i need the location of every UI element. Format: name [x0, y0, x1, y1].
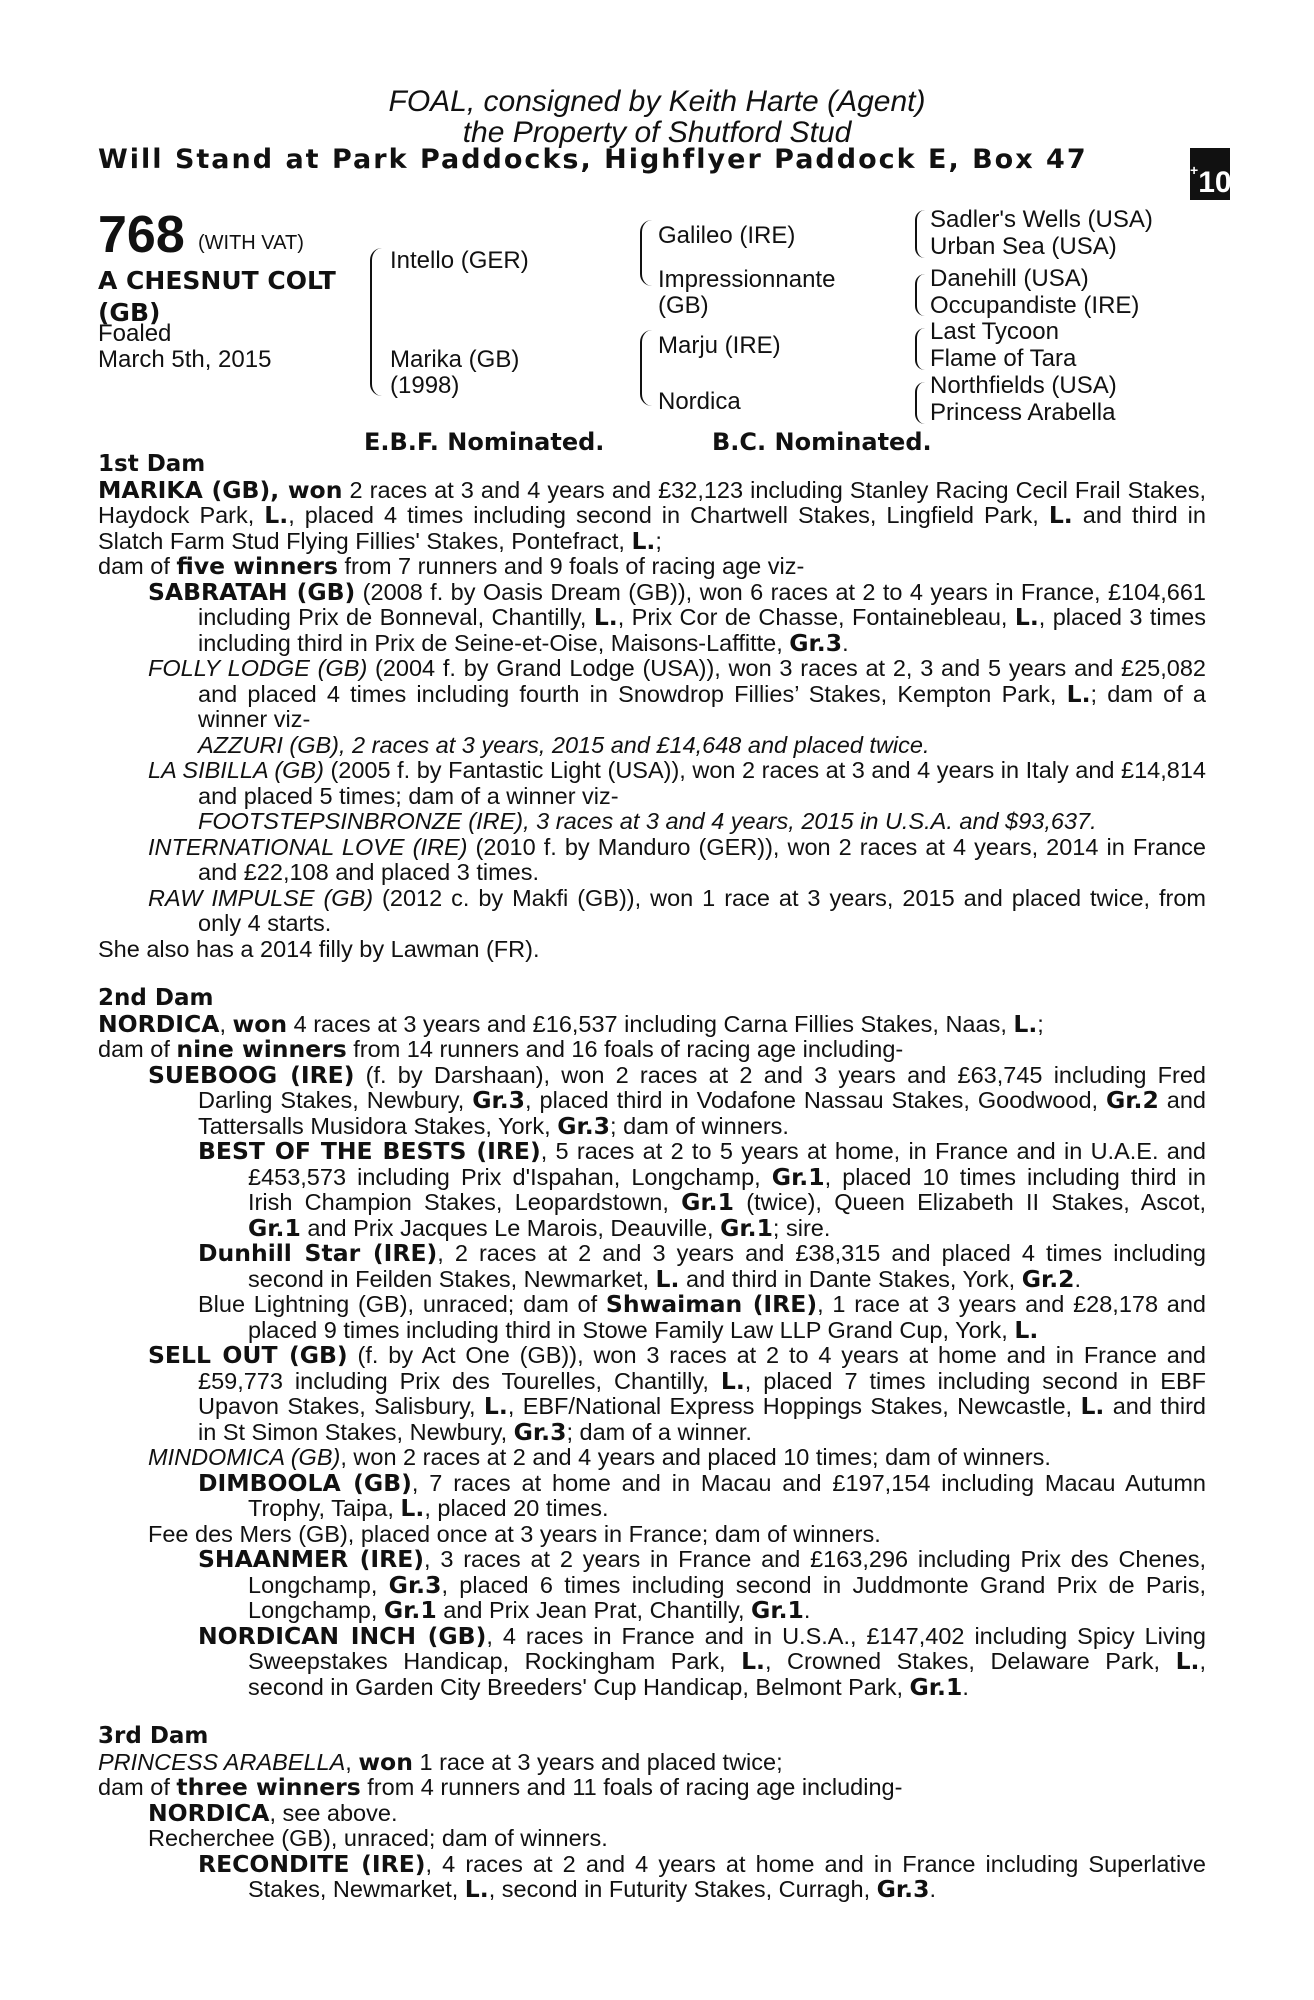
- dam-year: (1998): [390, 372, 460, 399]
- second-dam-produce: dam of nine winners from 14 runners and 16 foals of racing age including-: [98, 1035, 904, 1063]
- first-dam-heading: 1st Dam: [98, 451, 206, 477]
- ancestor-1: Sadler's Wells (USA): [930, 206, 1153, 233]
- third-dam-produce: dam of three winners from 4 runners and 11 foals of racing age including-: [98, 1773, 903, 1801]
- vat-note: (WITH VAT): [198, 232, 304, 254]
- ancestor-5: Last Tycoon: [930, 318, 1059, 345]
- dam-sire: Marju (IRE): [658, 332, 781, 359]
- list-item: NORDICA, see above.: [148, 1798, 398, 1827]
- ancestor-7: Northfields (USA): [930, 372, 1117, 399]
- lot-name: A CHESNUT COLT (GB): [98, 266, 336, 327]
- foaled-date: March 5th, 2015: [98, 346, 272, 373]
- ancestor-4: Occupandiste (IRE): [930, 292, 1140, 319]
- pedigree-brace-sire: [640, 220, 652, 286]
- ancestor-2: Urban Sea (USA): [930, 233, 1117, 260]
- list-item: SUEBOOG (IRE) (f. by Darshaan), won 2 races at 2 and 3 years and £63,745 including Fred Darling Stakes, Newbury, Gr.3, placed third in Vodafone Nassau Stakes, Goodwood, Gr.2 and Tattersalls Musidora Stakes, York, Gr.3; dam of winners.: [148, 1060, 1206, 1140]
- pedigree-brace-g4: [915, 382, 925, 424]
- second-dam-record: NORDICA, won 4 races at 3 years and £16,537 including Carna Fillies Stakes, Naas, L.;: [98, 1009, 1044, 1038]
- dam: Marika (GB): [390, 346, 520, 373]
- list-item: FOLLY LODGE (GB) (2004 f. by Grand Lodge (USA)), won 3 races at 2, 3 and 5 years and £25,082 and placed 4 times including fourth in Snowdrop Fillies’ Stakes, Kempton Park, L.; dam of a winner viz-: [148, 655, 1206, 732]
- list-item: Recherchee (GB), unraced; dam of winners.: [148, 1825, 608, 1851]
- stand-location: Will Stand at Park Paddocks, Highflyer Paddock E, Box 47: [98, 144, 1088, 175]
- sire-sire: Galileo (IRE): [658, 222, 796, 249]
- ancestor-8: Princess Arabella: [930, 399, 1116, 426]
- list-item: FOOTSTEPSINBRONZE (IRE), 3 races at 3 and 4 years, 2015 in U.S.A. and $93,637.: [198, 808, 1097, 834]
- ancestor-3: Danehill (USA): [930, 265, 1089, 292]
- lot-number: 768: [98, 206, 185, 264]
- list-item: BEST OF THE BESTS (IRE), 5 races at 2 to 5 years at home, in France and in U.A.E. and £453,573 including Prix d'Ispahan, Longchamp, Gr.1, placed 10 times including third in Irish Champion Stakes, Leopardstown, Gr.1 (twice), Queen Elizabeth II Stakes, Ascot, Gr.1 and Prix Jacques Le Marois, Deauville, Gr.1; sire.: [198, 1137, 1207, 1242]
- list-item: Fee des Mers (GB), placed once at 3 years in France; dam of winners.: [148, 1520, 881, 1547]
- third-dam-record: PRINCESS ARABELLA, won 1 race at 3 years and placed twice;: [98, 1747, 783, 1776]
- list-item: DIMBOOLA (GB), 7 races at home and in Macau and £197,154 including Macau Autumn Trophy, Taipa, L., placed 20 times.: [198, 1468, 1206, 1522]
- catalogue-body: [98, 452, 1206, 1903]
- second-dam-heading: 2nd Dam: [98, 985, 214, 1011]
- pedigree-brace-g2: [915, 274, 925, 316]
- list-item: Blue Lightning (GB), unraced; dam of Shwaiman (IRE), 1 race at 3 years and £28,178 and placed 9 times including third in Stowe Family Law LLP Grand Cup, York, L.: [198, 1290, 1207, 1344]
- list-item: AZZURI (GB), 2 races at 3 years, 2015 and £14,648 and placed twice.: [198, 731, 930, 758]
- pedigree-brace-g3: [915, 328, 925, 370]
- pedigree-brace-gen1: [370, 248, 382, 396]
- list-item: SABRATAH (GB) (2008 f. by Oasis Dream (GB)), won 6 races at 2 to 4 years in France, £104,661 including Prix de Bonneval, Chantilly, L., Prix Cor de Chasse, Fontainebleau, L., placed 3 times including third in Prix de Seine-et-Oise, Maisons-Laffitte, Gr.3.: [148, 577, 1207, 657]
- list-item: INTERNATIONAL LOVE (IRE) (2010 f. by Manduro (GER)), won 2 races at 4 years, 2014 in France and £22,108 and placed 3 times.: [148, 833, 1206, 885]
- ancestor-6: Flame of Tara: [930, 345, 1077, 372]
- consignor-line: FOAL, consigned by Keith Harte (Agent): [388, 85, 926, 118]
- first-dam-note: She also has a 2014 filly by Lawman (FR).: [98, 935, 540, 962]
- third-dam-heading: 3rd Dam: [98, 1723, 209, 1749]
- pedigree-brace-g1: [915, 210, 925, 258]
- list-item: Dunhill Star (IRE), 2 races at 2 and 3 years and £38,315 and placed 4 times including second in Feilden Stakes, Newmarket, L. and third in Dante Stakes, York, Gr.2.: [198, 1239, 1206, 1293]
- foaled-label: Foaled: [98, 320, 172, 347]
- lot-badge: +10: [1190, 148, 1230, 200]
- property-line: the Property of Shutford Stud: [462, 116, 852, 149]
- bc-nomination: B.C. Nominated.: [712, 428, 932, 456]
- dam-dam: Nordica: [658, 388, 741, 415]
- pedigree-brace-dam: [640, 330, 652, 406]
- list-item: NORDICAN INCH (GB), 4 races in France and in U.S.A., £147,402 including Spicy Living Sweepstakes Handicap, Rockingham Park, L., Crowned Stakes, Delaware Park, L., second in Garden City Breeders' Cup Handicap, Belmont Park, Gr.1.: [198, 1621, 1207, 1701]
- first-dam-produce: dam of five winners from 7 runners and 9 foals of racing age viz-: [98, 552, 805, 580]
- ebf-nomination: E.B.F. Nominated.: [364, 428, 605, 456]
- list-item: MINDOMICA (GB), won 2 races at 2 and 4 years and placed 10 times; dam of winners.: [148, 1444, 1051, 1470]
- sire-dam: Impressionnante: [658, 266, 836, 293]
- sire-dam-country: (GB): [658, 292, 709, 319]
- sire: Intello (GER): [390, 247, 529, 274]
- list-item: RECONDITE (IRE), 4 races at 2 and 4 years at home and in France including Superlative Stakes, Newmarket, L., second in Futurity Stakes, Curragh, Gr.3.: [198, 1849, 1206, 1903]
- list-item: RAW IMPULSE (GB) (2012 c. by Makfi (GB)), won 1 race at 3 years, 2015 and placed twice, from only 4 starts.: [148, 884, 1207, 936]
- first-dam-record: MARIKA (GB), won 2 races at 3 and 4 years and £32,123 including Stanley Racing Cecil Frail Stakes, Haydock Park, L., placed 4 times including second in Chartwell Stakes, Lingfield Park, L. and third in Slatch Farm Stud Flying Fillies' Stakes, Pontefract, L.;: [98, 475, 1206, 555]
- list-item: SELL OUT (GB) (f. by Act One (GB)), won 3 races at 2 to 4 years at home and in France and £59,773 including Prix des Tourelles, Chantilly, L., placed 7 times including second in EBF Upavon Stakes, Salisbury, L., EBF/National Express Hoppings Stakes, Newcastle, L. and third in St Simon Stakes, Newbury, Gr.3; dam of a winner.: [148, 1341, 1207, 1446]
- list-item: LA SIBILLA (GB) (2005 f. by Fantastic Light (USA)), won 2 races at 3 and 4 years in Italy and £14,814 and placed 5 times; dam of a winner viz-: [148, 757, 1206, 809]
- list-item: SHAANMER (IRE), 3 races at 2 years in France and £163,296 including Prix des Chenes, Longchamp, Gr.3, placed 6 times including second in Juddmonte Grand Prix de Paris, Longchamp, Gr.1 and Prix Jean Prat, Chantilly, Gr.1.: [198, 1545, 1206, 1624]
